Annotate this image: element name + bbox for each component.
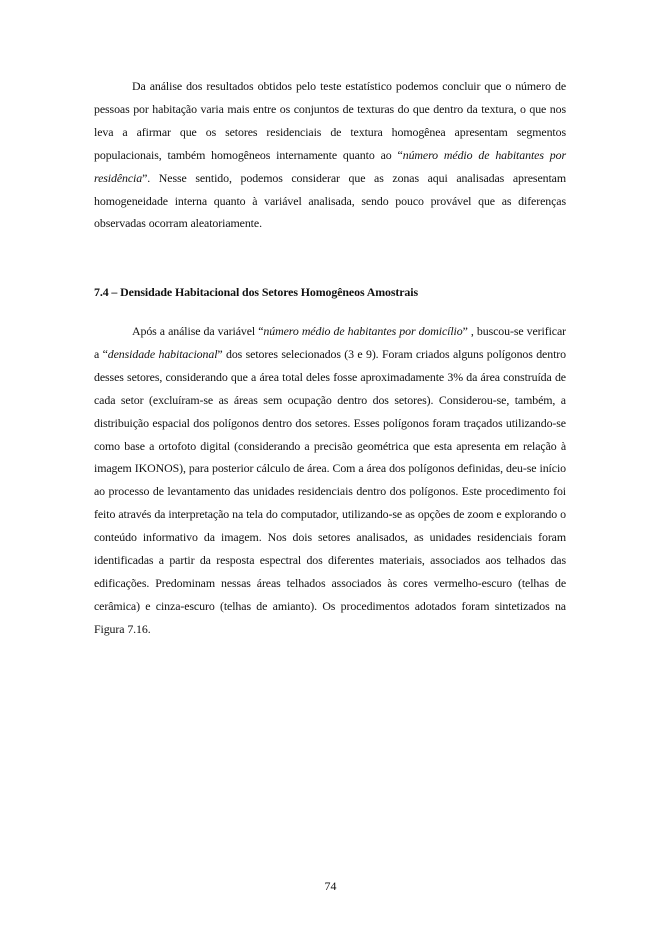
paragraph-2-italic-term-1: número médio de habitantes por domicílio (263, 324, 463, 338)
section-heading: 7.4 – Densidade Habitacional dos Setores Homogêneos Amostrais (94, 285, 418, 299)
paragraph-2-text-2: ” , buscou-se verificar a “ (94, 324, 566, 361)
paragraph-1-text-after: ”. Nesse sentido, podemos considerar que as zonas aqui analisadas apresentam homogeneidade interna quanto à variável analisada, sendo pouco provável que as diferenças observadas ocorram aleatoriamente. (94, 170, 566, 231)
paragraph-2-italic-term-2: densidade habitacional (107, 346, 218, 361)
body-paragraph-2 (94, 320, 566, 641)
paragraph-1-italic-term: número médio de habitantes por residência (94, 147, 566, 185)
paragraph-2-text-1: Após a análise da variável “ (132, 324, 264, 338)
page-number: 74 (324, 879, 337, 893)
paragraph-2-text-3: ” dos setores selecionados (3 e 9). Foram criados alguns polígonos dentro desses setores, considerando que a área total deles fosse aproximadamente 3% da área construída de cada setor (excluíram-se as áreas sem ocupação dentro dos setores). Considerou-se, também, a distribuição espacial dos polígonos dentro dos setores. Esses polígonos foram traçados utilizando-se como base a ortofoto digital (considerando a precisão geométrica que esta apresenta em relação à imagem IKONOS), para posterior cálculo de área. Com a área dos polígonos definidas, deu-se início ao processo de levantamento das unidades residenciais dentro dos polígonos. Este procedimento foi feito através da interpretação na tela do computador, utilizando-se as opções de zoom e explorando o conteúdo informativo da imagem. Nos dois setores analisados, as unidades residenciais foram identificadas a partir da resposta espectral dos diferentes materiais, associados aos telhados das edificações. Predominam nessas áreas telhados associados às cores vermelho-escuro (telhas de cerâmica) e cinza-escuro (telhas de amianto). Os procedimentos adotados foram sintetizados na Figura 7.16. (94, 346, 566, 636)
paragraph-1-text-before: Da análise dos resultados obtidos pelo teste estatístico podemos concluir que o número de pessoas por habitação varia mais entre os conjuntos de texturas do que dentro da textura, o que nos leva a afirmar que os setores residenciais de textura homogênea apresentam segmentos populacionais, também homogêneos internamente quanto ao “ (94, 79, 566, 162)
body-paragraph-1 (94, 75, 566, 235)
